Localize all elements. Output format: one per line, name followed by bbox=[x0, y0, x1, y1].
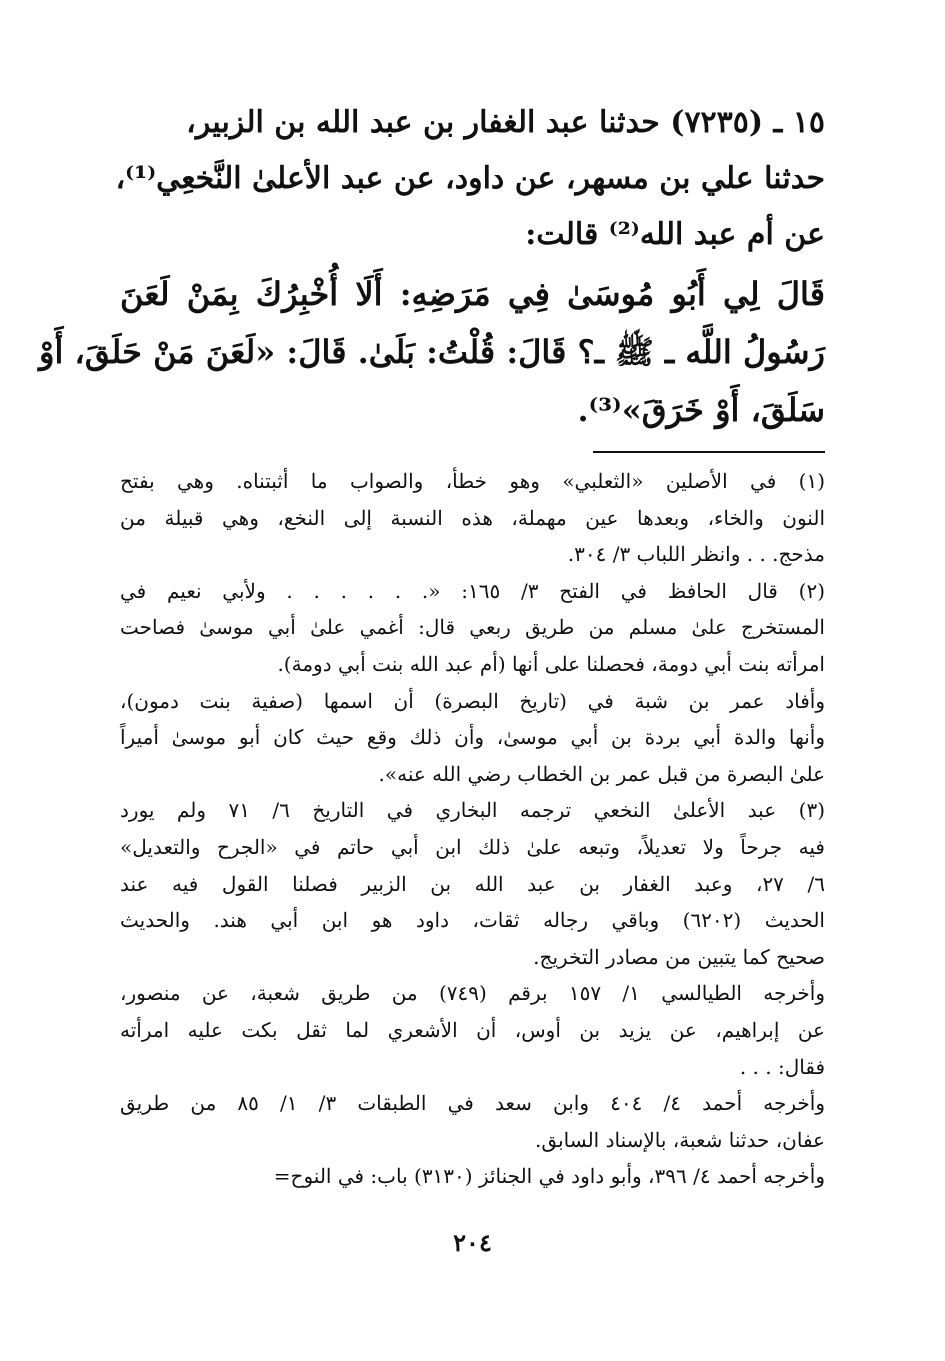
page bbox=[39, 95, 825, 1361]
footnote-line: مذحج. . . وانظر اللباب ٣/ ٣٠٤. bbox=[567, 542, 825, 567]
footnotes bbox=[120, 463, 825, 1195]
footnote-line: فقال: . . . bbox=[739, 1054, 825, 1079]
footnote-line: عفان، حدثنا شعبة، بالإسناد السابق. bbox=[535, 1127, 825, 1152]
footnote-divider bbox=[593, 451, 825, 453]
hadith-line: عن أم عبد الله⁽²⁾ قالت: bbox=[525, 217, 825, 252]
footnote-line: وأفاد عمر بن شبة في (تاريخ البصرة) أن اسمها (صفية بنت دمون)، bbox=[120, 688, 825, 713]
footnote-line: امرأته بنت أبي دومة، فحصلنا على أنها (أم عبد الله بنت أبي دومة). bbox=[277, 651, 825, 676]
quote-line: رَسُولُ اللَّه ـ ﷺ ـ؟ قَالَ: قُلْتُ: بَلَىٰ. قَالَ: «لَعَنَ مَنْ حَلَقَ، أَوْ bbox=[39, 333, 825, 371]
footnote-line: فيه جرحاً ولا تعديلاً، وتبعه علىٰ ذلك ابن أبي حاتم في «الجرح والتعديل» bbox=[120, 834, 825, 859]
footnote-line: (٣) عبد الأعلىٰ النخعي ترجمه البخاري في التاريخ ٦/ ٧١ ولم يورد bbox=[120, 798, 825, 823]
quote-line: سَلَقَ، أَوْ خَرَقَ»⁽³⁾. bbox=[577, 391, 825, 429]
quote-line: قَالَ لِي أَبُو مُوسَىٰ فِي مَرَضِهِ: أَلَا أُخْبِرُكَ بِمَنْ لَعَنَ bbox=[120, 275, 825, 313]
footnote-line: وأخرجه الطيالسي ١/ ١٥٧ برقم (٧٤٩) من طريق شعبة، عن منصور، bbox=[120, 981, 825, 1006]
footnote-line: (١) في الأصلين «الثعلبي» وهو خطأ، والصواب ما أثبتناه. وهي بفتح bbox=[120, 469, 825, 493]
footnote-line: ٦/ ٢٧، وعبد الغفار بن عبد الله بن الزبير فصلنا القول فيه عند bbox=[120, 871, 825, 896]
footnote-line: المستخرج علىٰ مسلم من طريق ربعي قال: أغمي علىٰ أبي موسىٰ فصاحت bbox=[120, 615, 825, 640]
footnote-line: الحديث (٦٢٠٢) وباقي رجاله ثقات، داود هو ابن أبي هند. والحديث bbox=[120, 908, 825, 933]
footnote-line: النون والخاء، وبعدها عين مهملة، هذه النسبة إلى النخع، وهي قبيلة من bbox=[120, 505, 825, 530]
hadith-text bbox=[115, 95, 825, 263]
hadith-quote bbox=[39, 265, 825, 439]
footnote-line-text: وأخرجه أحمد ٤/ ٣٩٦، وأبو داود في الجنائز (٣١٣٠) باب: في النوح bbox=[290, 1164, 825, 1189]
footnote-line: علىٰ البصرة من قبل عمر بن الخطاب رضي الله عنه». bbox=[378, 761, 825, 786]
footnote-line: صحيح كما يتبين من مصادر التخريج. bbox=[533, 944, 825, 969]
footnote-line: (٢) قال الحافظ في الفتح ٣/ ١٦٥: «. . . . . . ولأبي نعيم في bbox=[120, 578, 825, 603]
hadith-line: حدثنا علي بن مسهر، عن داود، عن عبد الأعلىٰ النَّخعِي⁽¹⁾، bbox=[115, 161, 825, 196]
page-number: ٢٠٤ bbox=[453, 1228, 492, 1257]
footnote-line: وأنها والدة أبي بردة بن أبي موسىٰ، وأن ذلك وقع حيث كان أبو موسىٰ أميراً bbox=[120, 725, 825, 750]
continuation-mark: = bbox=[273, 1164, 291, 1189]
footnote-line-continued bbox=[120, 1158, 825, 1195]
footnote-line: وأخرجه أحمد ٤/ ٤٠٤ وابن سعد في الطبقات ٣/ ١/ ٨٥ من طريق bbox=[120, 1091, 825, 1116]
hadith-line: ١٥ ـ (٧٢٣٥) حدثنا عبد الغفار بن عبد الله بن الزبير، bbox=[186, 105, 825, 140]
footnote-line: عن إبراهيم، عن يزيد بن أوس، أن الأشعري لما ثقل بكت عليه امرأته bbox=[120, 1017, 825, 1042]
